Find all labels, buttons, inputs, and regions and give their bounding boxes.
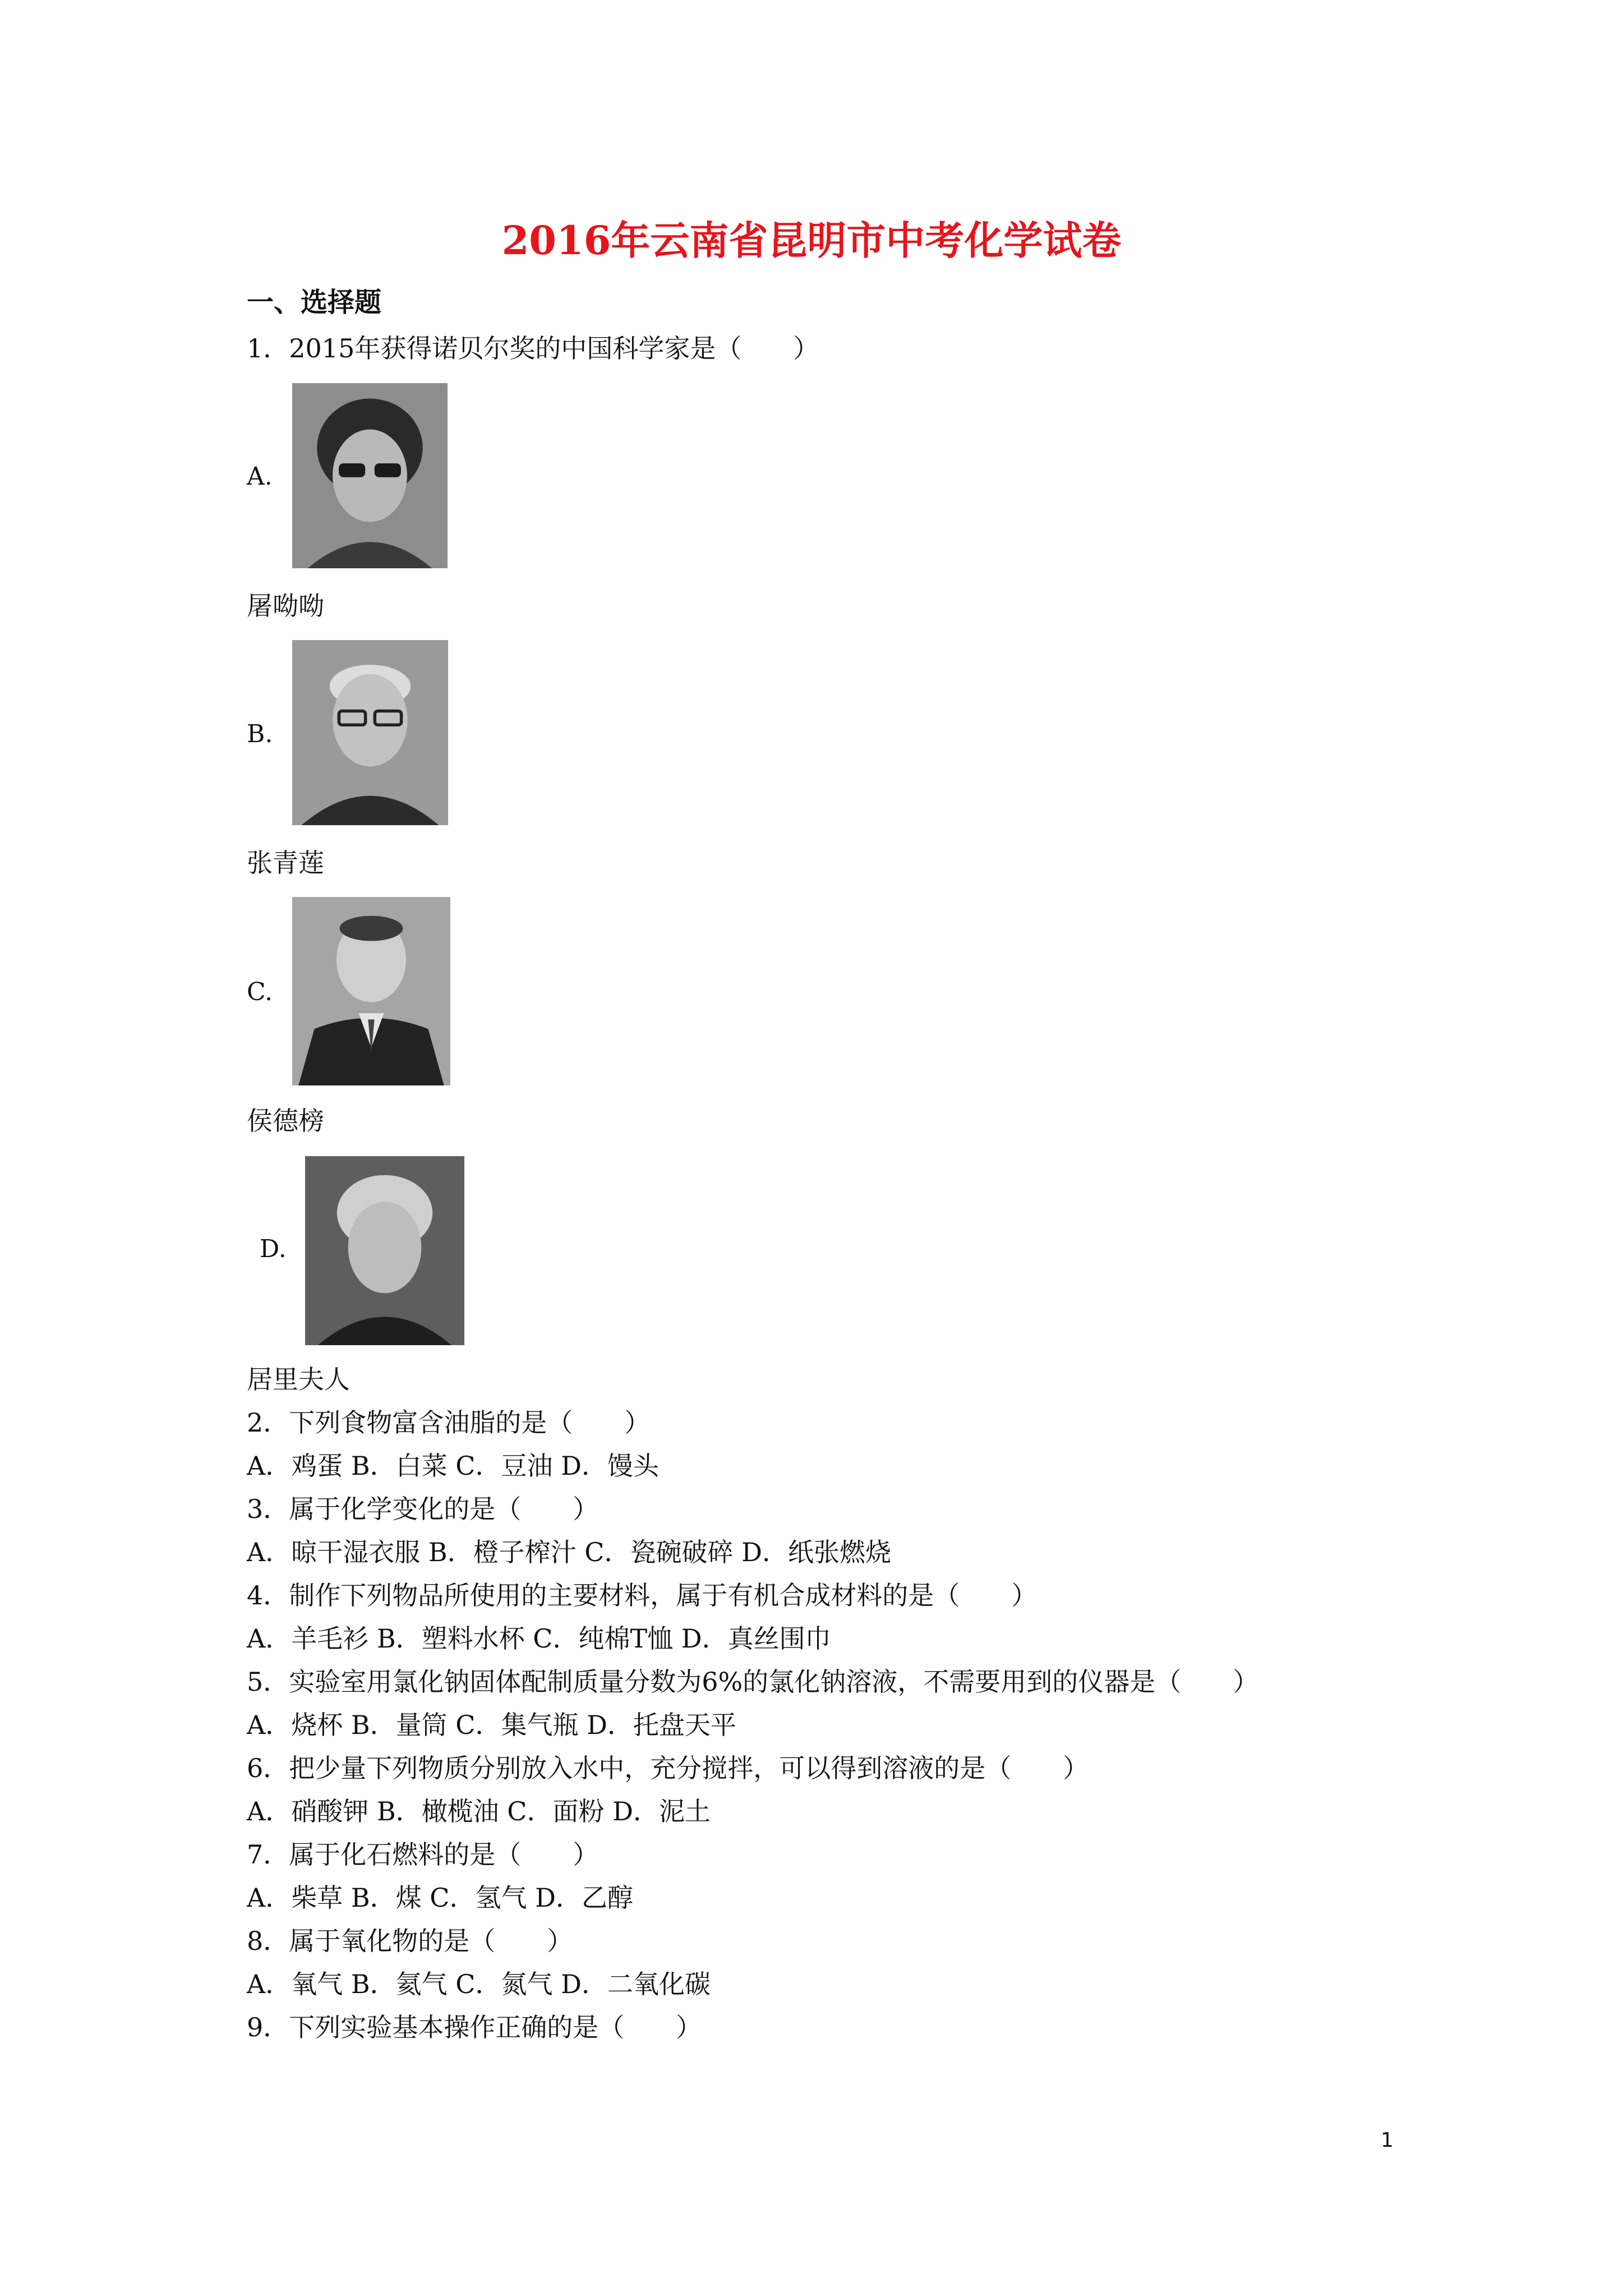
- question-7-options: A．柴草 B．煤 C．氢气 D．乙醇: [247, 1883, 633, 1913]
- portrait-b-icon: [292, 640, 448, 825]
- question-3-options: A．晾干湿衣服 B．橙子榨汁 C．瓷碗破碎 D．纸张燃烧: [247, 1537, 891, 1567]
- question-2-options: A．鸡蛋 B．白菜 C．豆油 D．馒头: [247, 1451, 659, 1481]
- question-8-stem: 8．属于氧化物的是（ ）: [247, 1926, 573, 1956]
- option-a-name: 屠呦呦: [247, 591, 324, 621]
- question-1-stem: 1．2015年获得诺贝尔奖的中国科学家是（ ）: [247, 333, 819, 364]
- portrait-hou-debang-image: [292, 897, 450, 1085]
- portrait-d-icon: [305, 1156, 464, 1345]
- question-4-stem: 4．制作下列物品所使用的主要材料，属于有机合成材料的是（ ）: [247, 1580, 1038, 1611]
- question-5-options: A．烧杯 B．量筒 C．集气瓶 D．托盘天平: [247, 1710, 736, 1740]
- question-6-options: A．硝酸钾 B．橄榄油 C．面粉 D．泥土: [247, 1796, 711, 1826]
- portrait-tu-youyou-image: [292, 383, 448, 568]
- portrait-c-icon: [292, 897, 450, 1085]
- page-title: 2016年云南省昆明市中考化学试卷: [501, 217, 1122, 264]
- option-c-name: 侯德榜: [247, 1106, 324, 1136]
- portrait-a-icon: [292, 383, 448, 568]
- option-b-name: 张青莲: [247, 848, 324, 878]
- option-d-label: D.: [260, 1235, 287, 1263]
- page-number: 1: [1381, 2129, 1394, 2152]
- question-6-stem: 6．把少量下列物质分别放入水中，充分搅拌，可以得到溶液的是（ ）: [247, 1753, 1089, 1783]
- question-7-stem: 7．属于化石燃料的是（ ）: [247, 1839, 599, 1870]
- question-2-stem: 2．下列食物富含油脂的是（ ）: [247, 1407, 651, 1438]
- portrait-marie-curie-image: [305, 1156, 464, 1345]
- section-heading: 一、选择题: [247, 287, 382, 318]
- option-d-name: 居里夫人: [247, 1364, 350, 1395]
- option-b-label: B.: [247, 720, 273, 748]
- option-a-label: A.: [247, 462, 273, 491]
- question-4-options: A．羊毛衫 B．塑料水杯 C．纯棉T恤 D．真丝围巾: [247, 1623, 831, 1654]
- option-c-label: C.: [247, 978, 273, 1006]
- question-3-stem: 3．属于化学变化的是（ ）: [247, 1494, 599, 1524]
- question-5-stem: 5．实验室用氯化钠固体配制质量分数为6%的氯化钠溶液，不需要用到的仪器是（ ）: [247, 1667, 1259, 1697]
- question-8-options: A．氧气 B．氦气 C．氮气 D．二氧化碳: [247, 1969, 711, 1999]
- portrait-zhang-qinglian-image: [292, 640, 448, 825]
- question-9-stem: 9．下列实验基本操作正确的是（ ）: [247, 2012, 702, 2042]
